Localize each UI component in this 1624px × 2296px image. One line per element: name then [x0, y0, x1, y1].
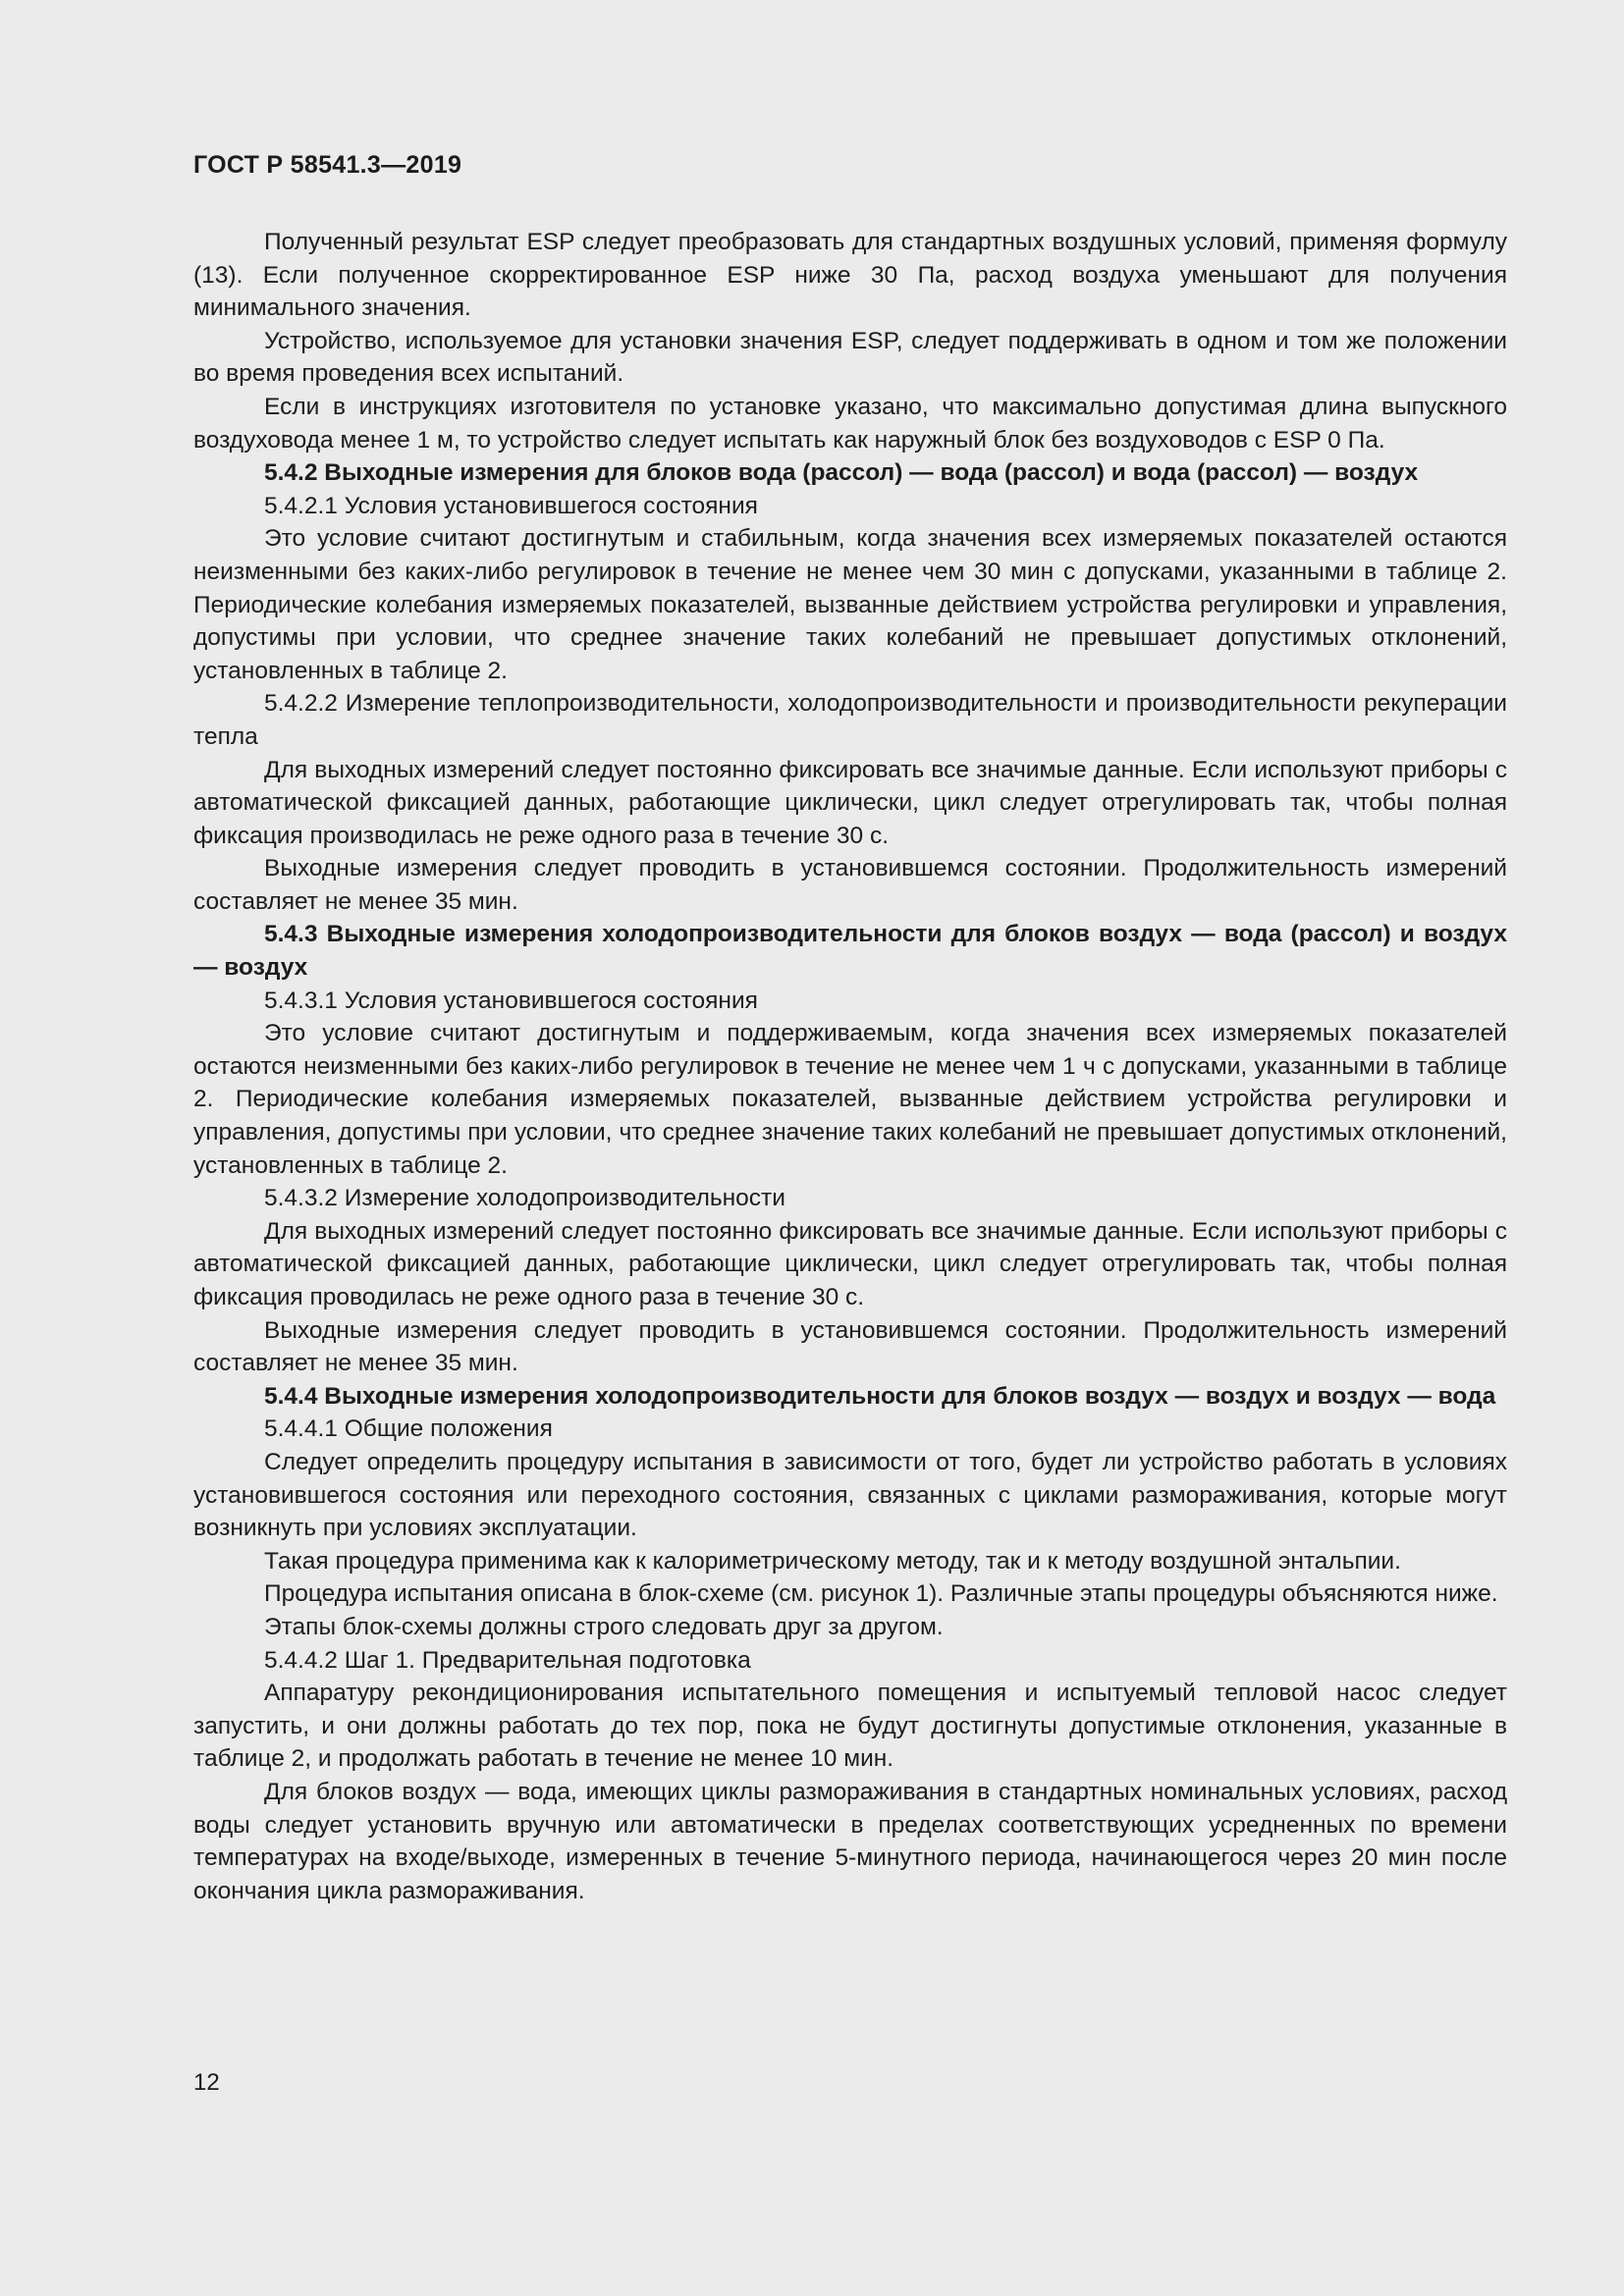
subsection-heading: 5.4.3.2 Измерение холодопроизводительности: [264, 1185, 785, 1212]
subsection-heading: 5.4.4.1 Общие положения: [264, 1415, 553, 1443]
paragraph: Для выходных измерений следует постоянно фиксировать все значимые данные. Если используют приборы с автоматической фиксацией данных, работающие циклически, цикл следует отрегулировать так, чтобы полная фиксация проводилась не реже одного раза в течение 30 с.: [193, 1217, 1507, 1310]
paragraph: Такая процедура применима как к калориметрическому методу, так и к методу воздушной энтальпии.: [264, 1547, 1401, 1575]
section-heading: 5.4.4 Выходные измерения холодопроизводительности для блоков воздух — воздух и воздух — вода: [264, 1382, 1496, 1410]
subsection-heading: 5.4.2.2 Измерение теплопроизводительности, холодопроизводительности и производительности рекуперации тепла: [193, 690, 1507, 750]
page-number: 12: [193, 2069, 220, 2096]
paragraph: Следует определить процедуру испытания в зависимости от того, будет ли устройство работать в условиях установившегося состояния или переходного состояния, связанных с циклами размораживания, которые могут возникнуть при условиях эксплуатации.: [193, 1448, 1507, 1542]
paragraph: Процедура испытания описана в блок-схеме (см. рисунок 1). Различные этапы процедуры объясняются ниже.: [264, 1580, 1498, 1608]
document-body: [193, 226, 1507, 1907]
paragraph: Для выходных измерений следует постоянно фиксировать все значимые данные. Если используют приборы с автоматической фиксацией данных, работающие циклически, цикл следует отрегулировать так, чтобы полная фиксация производилась не реже одного раза в течение 30 с.: [193, 756, 1507, 849]
document-header: ГОСТ Р 58541.3—2019: [193, 151, 462, 179]
paragraph: Полученный результат ESP следует преобразовать для стандартных воздушных условий, применяя формулу (13). Если полученное скорректированное ESP ниже 30 Па, расход воздуха уменьшают для получения минимального значения.: [193, 229, 1507, 322]
subsection-heading: 5.4.3.1 Условия установившегося состояния: [264, 987, 758, 1014]
paragraph: Этапы блок-схемы должны строго следовать друг за другом.: [264, 1613, 944, 1640]
section-heading: 5.4.2 Выходные измерения для блоков вода (рассол) — вода (рассол) и вода (рассол) — воздух: [264, 459, 1419, 487]
paragraph: Устройство, используемое для установки значения ESP, следует поддерживать в одном и том же положении во время проведения всех испытаний.: [193, 327, 1507, 388]
paragraph: Если в инструкциях изготовителя по установке указано, что максимально допустимая длина выпускного воздуховода менее 1 м, то устройство следует испытать как наружный блок без воздуховодов с ESP 0 Па.: [193, 393, 1507, 454]
paragraph: Аппаратуру рекондиционирования испытательного помещения и испытуемый тепловой насос следует запустить, и они должны работать до тех пор, пока не будут достигнуты допустимые отклонения, указанные в таблице 2, и продолжать работать в течение не менее 10 мин.: [193, 1680, 1507, 1773]
paragraph: Это условие считают достигнутым и поддерживаемым, когда значения всех измеряемых показателей остаются неизменными без каких-либо регулировок в течение не менее чем 1 ч с допусками, указанными в таблице 2. Периодические колебания измеряемых показателей, вызванные действием устройства регулировки и управления, допустимы при условии, что среднее значение таких колебаний не превышает допустимых отклонений, установленных в таблице 2.: [193, 1020, 1507, 1179]
paragraph: Для блоков воздух — вода, имеющих циклы размораживания в стандартных номинальных условиях, расход воды следует установить вручную или автоматически в пределах соответствующих усредненных по времени температурах на входе/выходе, измеренных в течение 5-минутного периода, начинающегося через 20 мин после окончания цикла размораживания.: [193, 1778, 1507, 1904]
subsection-heading: 5.4.4.2 Шаг 1. Предварительная подготовка: [264, 1646, 751, 1674]
paragraph: Выходные измерения следует проводить в установившемся состоянии. Продолжительность измерений составляет не менее 35 мин.: [193, 1316, 1507, 1377]
subsection-heading: 5.4.2.1 Условия установившегося состояния: [264, 492, 758, 519]
paragraph: Выходные измерения следует проводить в установившемся состоянии. Продолжительность измерений составляет не менее 35 мин.: [193, 855, 1507, 915]
paragraph: Это условие считают достигнутым и стабильным, когда значения всех измеряемых показателей остаются неизменными без каких-либо регулировок в течение не менее чем 30 мин с допусками, указанными в таблице 2. Периодические колебания измеряемых показателей, вызванные действием устройства регулировки и управления, допустимы при условии, что среднее значение таких колебаний не превышает допустимых отклонений, установленных в таблице 2.: [193, 525, 1507, 684]
section-heading: 5.4.3 Выходные измерения холодопроизводительности для блоков воздух — вода (рассол) и воздух — воздух: [193, 921, 1507, 982]
